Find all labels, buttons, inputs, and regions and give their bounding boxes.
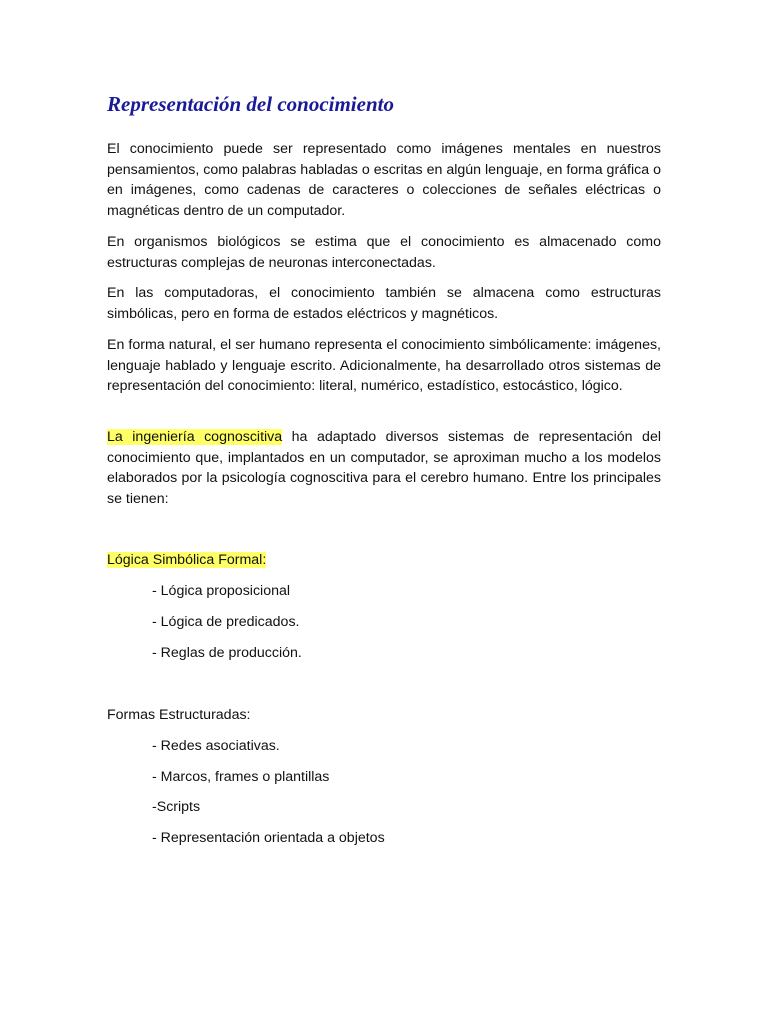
highlighted-text: La ingeniería cognoscitiva: [107, 429, 283, 445]
paragraph-4: En forma natural, el ser humano representa el conocimiento simbólicamente: imágenes, lenguaje hablado y lenguaje escrito. Adicionalmente, ha desarrollado otros sistemas de representación del conocimiento: literal, numérico, estadístico, estocástico, lógico.: [107, 337, 661, 395]
paragraph-5: [107, 427, 661, 509]
list-item: - Marcos, frames o plantillas: [152, 769, 330, 785]
paragraph-5-text: ha adaptado diversos sistemas de representación del conocimiento que, implantados en un computador, se aproximan mucho a los modelos elaborados por la psicología cognoscitiva para el cerebro humano. Entre los principales se tienen:: [107, 429, 661, 507]
list-item: - Reglas de producción.: [152, 645, 302, 661]
list-item: - Representación orientada a objetos: [152, 830, 385, 846]
document-title: Representación del conocimiento: [107, 92, 394, 116]
section-heading-formas: Formas Estructuradas:: [107, 707, 251, 723]
list-item: - Lógica proposicional: [152, 583, 291, 599]
paragraph-1: El conocimiento puede ser representado como imágenes mentales en nuestros pensamientos, como palabras habladas o escritas en algún lenguaje, en forma gráfica o en imágenes, como cadenas de caracteres o colecciones de señales eléctricas o magnéticas dentro de un computador.: [107, 141, 661, 219]
section-heading-logica: [107, 550, 266, 570]
list-item: - Lógica de predicados.: [152, 614, 300, 630]
list-item: -Scripts: [152, 799, 201, 815]
paragraph-2: En organismos biológicos se estima que el conocimiento es almacenado como estructuras complejas de neuronas interconectadas.: [107, 234, 661, 271]
list-item: - Redes asociativas.: [152, 738, 280, 754]
paragraph-3: En las computadoras, el conocimiento también se almacena como estructuras simbólicas, pero en forma de estados eléctricos y magnéticos.: [107, 285, 661, 322]
highlighted-heading: Lógica Simbólica Formal:: [107, 552, 267, 568]
